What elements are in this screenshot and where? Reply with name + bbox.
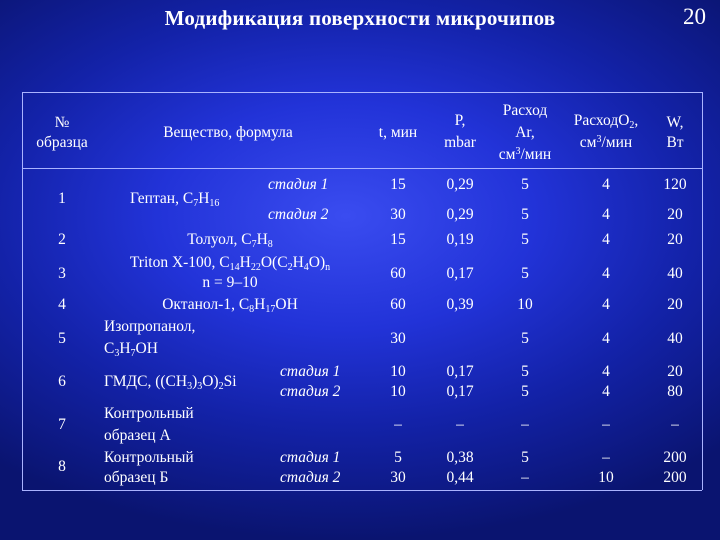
header-power: Вт: [666, 134, 684, 151]
substance-formula: Контрольный: [104, 405, 194, 422]
power-value: 20: [667, 206, 683, 223]
o2-flow-value: –: [602, 416, 610, 433]
power-value: 40: [667, 330, 683, 347]
ar-flow-value: 5: [521, 231, 529, 248]
substance-formula: Гептан, $С_7Н_{16}$: [130, 190, 220, 209]
power-value: 120: [663, 176, 687, 193]
o2-flow-value: 4: [602, 363, 610, 380]
table-border: [22, 92, 702, 93]
ar-flow-value: 5: [521, 330, 529, 347]
table-border: [22, 92, 23, 490]
substance-formula: Triton X-100, $C_{14}H_{22}O(C_2H_4O)_n$: [129, 254, 331, 273]
ar-flow-value: 5: [521, 265, 529, 282]
ar-flow-value: –: [521, 416, 529, 433]
header-power: W,: [666, 114, 684, 131]
power-value: 200: [663, 449, 687, 466]
pressure-value: 0,17: [446, 383, 474, 400]
stage-label: стадия 2: [280, 469, 341, 486]
header-pressure: mbar: [444, 134, 476, 151]
sample-no: 3: [58, 265, 66, 282]
page-number: 20: [683, 4, 706, 29]
substance-formula: Толуол, $С_7Н_8$: [187, 231, 273, 250]
header-divider: [22, 168, 702, 169]
time-value: 30: [390, 206, 406, 223]
pressure-value: 0,29: [446, 176, 474, 193]
pressure-value: 0,38: [446, 449, 474, 466]
o2-flow-value: 4: [602, 231, 610, 248]
time-value: 5: [394, 449, 402, 466]
time-value: 15: [390, 231, 406, 248]
header-ar-flow: Расход: [502, 102, 548, 119]
header-ar-flow: Ar,: [515, 124, 535, 141]
stage-label: стадия 1: [280, 449, 341, 466]
header-o2-flow: $см^3$/мин: [579, 134, 633, 151]
time-value: 10: [390, 383, 406, 400]
time-value: 30: [390, 469, 406, 486]
substance-formula: образец Б: [104, 469, 169, 486]
substance-formula: Изопропанол,: [104, 318, 196, 335]
ar-flow-value: 5: [521, 383, 529, 400]
pressure-value: 0,39: [446, 296, 474, 313]
pressure-value: –: [456, 416, 464, 433]
substance-formula: Октанол-1, $С_8Н_{17}ОН$: [162, 296, 298, 315]
table-border: [702, 92, 703, 490]
substance-formula: образец А: [104, 427, 171, 444]
power-value: –: [671, 416, 679, 433]
header-sample-no: №: [54, 114, 70, 131]
ar-flow-value: 5: [521, 206, 529, 223]
o2-flow-value: 4: [602, 330, 610, 347]
table-border: [22, 490, 702, 491]
sample-no: 7: [58, 416, 66, 433]
ar-flow-value: 10: [517, 296, 533, 313]
time-value: 60: [390, 265, 406, 282]
pressure-value: 0,19: [446, 231, 474, 248]
o2-flow-value: 4: [602, 265, 610, 282]
o2-flow-value: 4: [602, 296, 610, 313]
ar-flow-value: 5: [521, 363, 529, 380]
header-o2-flow: РасходO$_2$,: [573, 112, 639, 131]
power-value: 20: [667, 296, 683, 313]
ar-flow-value: 5: [521, 176, 529, 193]
pressure-value: 0,29: [446, 206, 474, 223]
power-value: 200: [663, 469, 687, 486]
power-value: 80: [667, 383, 683, 400]
o2-flow-value: 10: [598, 469, 614, 486]
power-value: 40: [667, 265, 683, 282]
time-value: 60: [390, 296, 406, 313]
sample-no: 4: [58, 296, 66, 313]
power-value: 20: [667, 231, 683, 248]
o2-flow-value: 4: [602, 383, 610, 400]
stage-label: стадия 2: [268, 206, 329, 223]
pressure-value: 0,44: [446, 469, 474, 486]
header-ar-flow: $см^3$/мин: [498, 146, 552, 163]
time-value: –: [394, 416, 402, 433]
sample-no: 5: [58, 330, 66, 347]
sample-no: 8: [58, 458, 66, 475]
header-time: t, мин: [378, 124, 418, 141]
time-value: 10: [390, 363, 406, 380]
substance-formula: $С_3Н_7ОН$: [104, 340, 158, 359]
sample-no: 1: [58, 190, 66, 207]
o2-flow-value: –: [602, 449, 610, 466]
o2-flow-value: 4: [602, 176, 610, 193]
o2-flow-value: 4: [602, 206, 610, 223]
sample-no: 2: [58, 231, 66, 248]
pressure-value: 0,17: [446, 363, 474, 380]
substance-formula: Контрольный: [104, 449, 194, 466]
substance-formula: ГМДС, $((CH_3)_3O)_2Si$: [104, 373, 237, 392]
header-sample-no: образца: [36, 134, 88, 151]
stage-label: стадия 1: [268, 176, 329, 193]
time-value: 30: [390, 330, 406, 347]
page-title: Модификация поверхности микрочипов: [164, 6, 556, 30]
pressure-value: 0,17: [446, 265, 474, 282]
substance-note: n = 9–10: [202, 274, 258, 291]
header-substance: Вещество, формула: [163, 124, 293, 141]
stage-label: стадия 1: [280, 363, 341, 380]
time-value: 15: [390, 176, 406, 193]
ar-flow-value: –: [521, 469, 529, 486]
header-pressure: P,: [454, 112, 466, 129]
sample-no: 6: [58, 373, 66, 390]
ar-flow-value: 5: [521, 449, 529, 466]
stage-label: стадия 2: [280, 383, 341, 400]
power-value: 20: [667, 363, 683, 380]
